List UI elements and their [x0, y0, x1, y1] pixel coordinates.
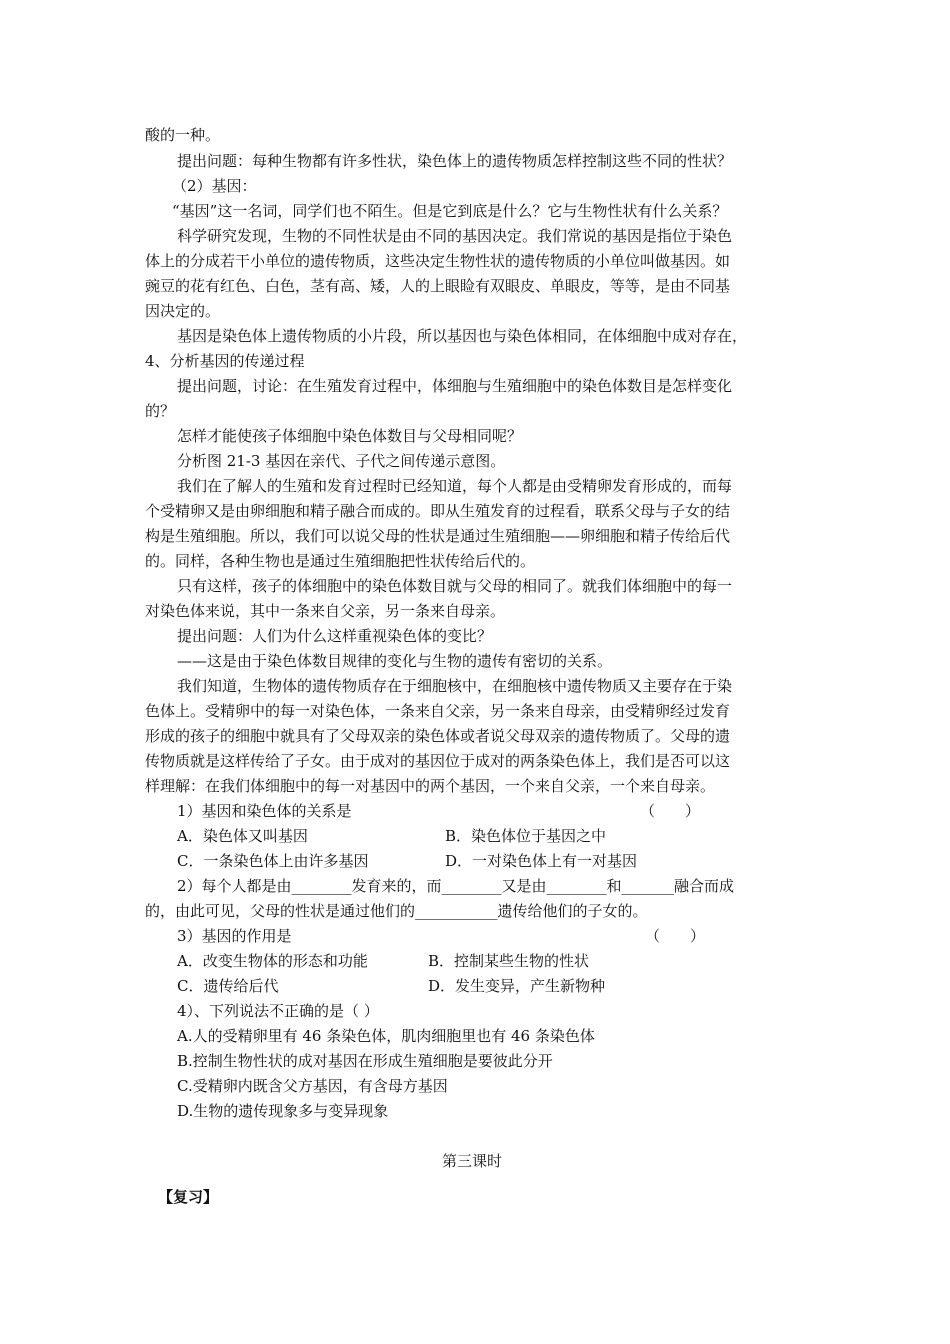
question-4-stem: 4）、下列说法不正确的是（ ）	[177, 1002, 379, 1020]
paragraph-line: 我们在了解人的生殖和发育过程时已经知道，每个人都是由受精卵发育形成的，而每	[177, 477, 733, 495]
question-2-line-1: 2）每个人都是由________发育来的，而________又是由________和_______融合而成	[177, 877, 735, 895]
paragraph-line: 样理解：在我们体细胞中的每一对基因中的两个基因，一个来自父亲，一个来自母亲。	[145, 777, 716, 795]
paragraph-line: 我们知道，生物体的遗传物质存在于细胞核中，在细胞核中遗传物质又主要存在于染	[177, 677, 733, 695]
question-4-option-a: A.人的受精卵里有 46 条染色体，肌肉细胞里也有 46 条染色体	[177, 1027, 595, 1045]
question-3-option-c: C．遗传给后代	[177, 977, 279, 995]
question-4-option-d: D.生物的遗传现象多与变异现象	[177, 1102, 389, 1120]
question-3-option-b: B．控制某些生物的性状	[428, 952, 590, 970]
question-4-option-b: B.控制生物性状的成对基因在形成生殖细胞是要彼此分开	[177, 1052, 553, 1070]
question-1-option-b: B．染色体位于基因之中	[445, 827, 607, 845]
paragraph-line: 怎样才能使孩子体细胞中染色体数目与父母相同呢？	[177, 427, 523, 445]
paragraph-line: 酸的一种。	[145, 126, 221, 144]
question-3-answer-paren: （ ）	[645, 927, 706, 945]
paragraph-line: “基因”这一名词，同学们也不陌生。但是它到底是什么？它与生物性状有什么关系？	[172, 202, 728, 220]
paragraph-line: 因决定的。	[145, 302, 221, 320]
question-1-stem: 1）基因和染色体的关系是	[177, 802, 352, 820]
paragraph-line: 提出问题：每种生物都有许多性状，染色体上的遗传物质怎样控制这些不同的性状？	[177, 152, 733, 170]
paragraph-line: 提出问题，讨论：在生殖发育过程中，体细胞与生殖细胞中的染色体数目是怎样变化	[177, 377, 733, 395]
paragraph-line: 构是生殖细胞。所以，我们可以说父母的性状是通过生殖细胞——卵细胞和精子传给后代	[145, 527, 731, 545]
paragraph-line: 传物质就是这样传给了子女。由于成对的基因位于成对的两条染色体上，我们是否可以这	[145, 752, 731, 770]
paragraph-line: 提出问题：人们为什么这样重视染色体的变比？	[177, 627, 493, 645]
question-1-answer-paren: （ ）	[640, 802, 701, 820]
question-1-option-c: C．一条染色体上由许多基因	[177, 852, 369, 870]
paragraph-line: 科学研究发现，生物的不同性状是由不同的基因决定。我们常说的基因是指位于染色	[177, 227, 733, 245]
paragraph-line: 基因是染色体上遗传物质的小片段，所以基因也与染色体相同，在体细胞中成对存在，	[177, 327, 748, 345]
question-3-option-a: A．改变生物体的形态和功能	[177, 952, 368, 970]
paragraph-line: 色体上。受精卵中的每一对染色体，一条来自父亲，另一条来自母亲，由受精卵经过发育	[145, 702, 731, 720]
paragraph-line: 对染色体来说，其中一条来自父亲，另一条来自母亲。	[145, 602, 506, 620]
paragraph-line: ——这是由于染色体数目规律的变化与生物的遗传有密切的关系。	[177, 652, 613, 670]
paragraph-line: 个受精卵又是由卵细胞和精子融合而成的。即从生殖发育的过程看，联系父母与子女的结	[145, 502, 731, 520]
paragraph-line: 形成的孩子的细胞中就具有了父母双亲的染色体或者说父母双亲的遗传物质了。父母的遗	[145, 727, 731, 745]
question-1-option-a: A．染色体又叫基因	[177, 827, 308, 845]
review-heading: 【复习】	[158, 1188, 219, 1206]
question-2-line-2: 的，由此可见，父母的性状是通过他们的___________遗传给他们的子女的。	[145, 902, 648, 920]
question-4-option-c: C.受精卵内既含父方基因，有含母方基因	[177, 1077, 448, 1095]
paragraph-line: 的？	[145, 402, 176, 420]
paragraph-line: 分析图 21-3 基因在亲代、子代之间传递示意图。	[177, 452, 506, 470]
question-1-option-d: D．一对染色体上有一对基因	[445, 852, 638, 870]
question-3-stem: 3）基因的作用是	[177, 927, 292, 945]
paragraph-line: 的。同样，各种生物也是通过生殖细胞把性状传给后代的。	[145, 552, 536, 570]
paragraph-line: 体上的分成若干小单位的遗传物质，这些决定生物性状的遗传物质的小单位叫做基因。如	[145, 252, 731, 270]
question-3-option-d: D．发生变异，产生新物种	[428, 977, 606, 995]
section-title: 第三课时	[442, 1152, 503, 1170]
paragraph-line: 豌豆的花有红色、白色，茎有高、矮，人的上眼睑有双眼皮、单眼皮，等等，是由不同基	[145, 277, 731, 295]
paragraph-line: 只有这样，孩子的体细胞中的染色体数目就与父母的相同了。就我们体细胞中的每一	[177, 577, 733, 595]
section-heading: 4、分析基因的传递过程	[145, 352, 305, 370]
subheading-gene: （2）基因：	[172, 177, 257, 195]
